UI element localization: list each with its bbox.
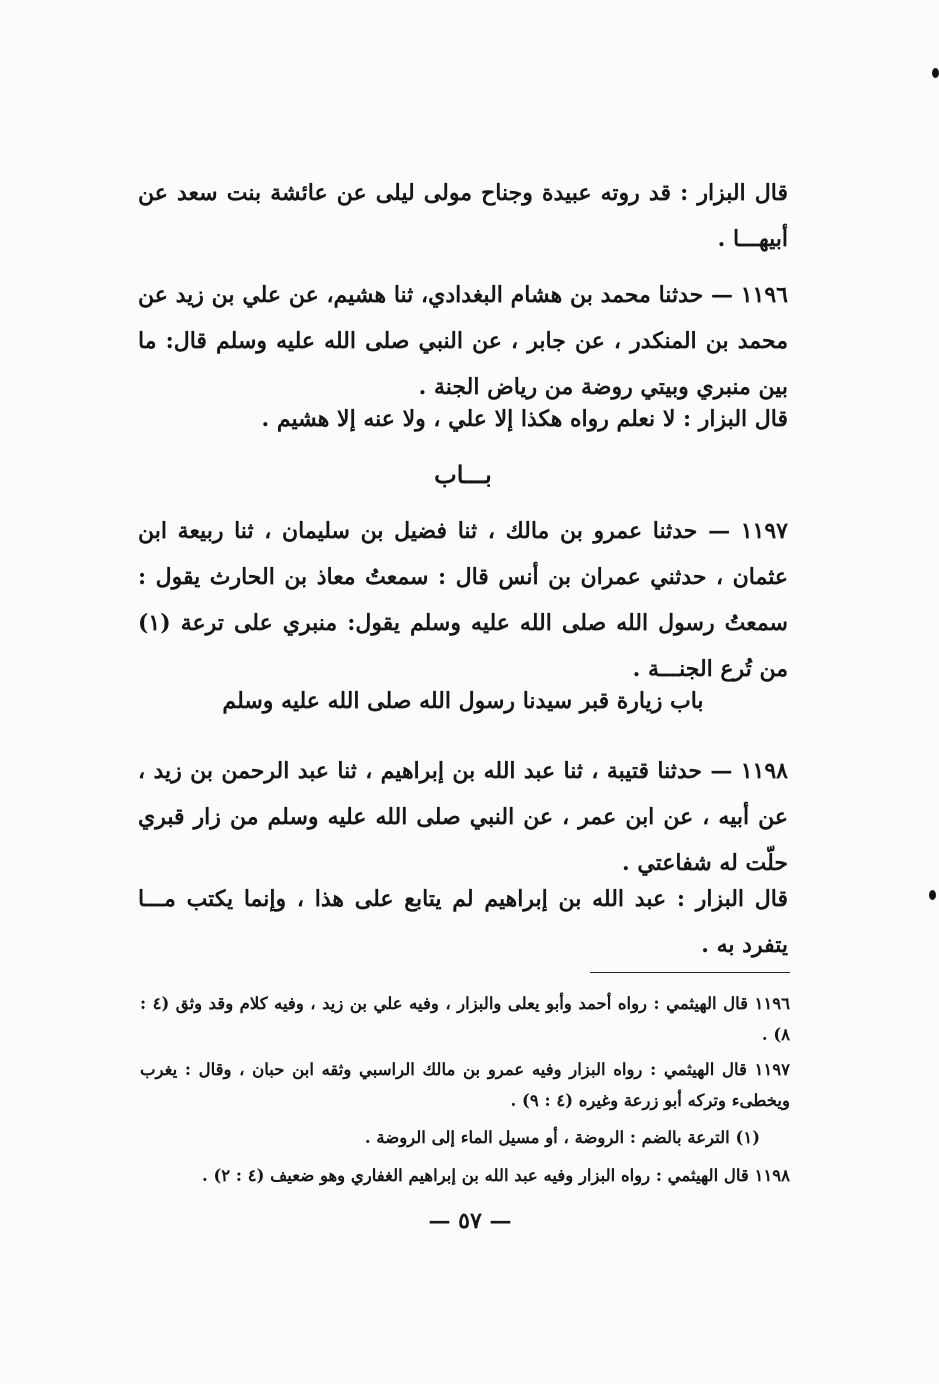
margin-mark <box>929 890 936 900</box>
section-heading-grave-visit: باب زيارة قبر سيدنا رسول الله صلى الله عليه وسلم <box>222 688 704 714</box>
footnote-1197: ١١٩٧ قال الهيثمي : رواه البزار وفيه عمرو بن مالك الراسبي وثقه ابن حبان ، وقال : يغرب ويخطىء وتركه أبو زرعة وغيره (٤ : ٩) . <box>140 1060 790 1110</box>
margin-mark <box>932 68 939 78</box>
footnote-divider <box>590 972 790 973</box>
hadith-1196: ١١٩٦ — حدثنا محمد بن هشام البغدادي، ثنا هشيم، عن علي بن زيد عن محمد بن المنكدر ، عن جابر ، عن النبي صلى الله عليه وسلم قال: ما بين منبري وبيتي روضة من رياض الجنة . <box>138 282 788 400</box>
hadith-1197: ١١٩٧ — حدثنا عمرو بن مالك ، ثنا فضيل بن سليمان ، ثنا ربيعة ابن عثمان ، حدثني عمران بن أنس قال : سمعتُ معاذ بن الحارث يقول : سمعتُ رسول الله صلى الله عليه وسلم يقول: منبري على ترعة (١) من تُرع الجنـــة . <box>138 518 788 682</box>
footnote-1196: ١١٩٦ قال الهيثمي : رواه أحمد وأبو يعلى والبزار ، وفيه علي بن زيد ، وفيه كلام وقد وثق (٤ : ٨) . <box>140 994 790 1044</box>
paragraph-bazzar-note-1: قال البزار : قد روته عبيدة وجناح مولى ليلى عن عائشة بنت سعد عن أبيهـــا . <box>138 180 788 252</box>
page-number: — ٥٧ — <box>428 1208 512 1234</box>
section-heading-bab: بـــاب <box>434 460 492 489</box>
hadith-1198: ١١٩٨ — حدثنا قتيبة ، ثنا عبد الله بن إبراهيم ، ثنا عبد الرحمن بن زيد ، عن أبيه ، عن ابن عمر ، عن النبي صلى الله عليه وسلم من زار قبري حلّت له شفاعتي . <box>138 758 788 876</box>
footnote-tura-definition: (١) الترعة بالضم : الروضة ، أو مسيل الماء إلى الروضة . <box>364 1128 760 1147</box>
paragraph-bazzar-note-3: قال البزار : عبد الله بن إبراهيم لم يتابع على هذا ، وإنما يكتب مـــا يتفرد به . <box>138 886 788 958</box>
paragraph-bazzar-note-2: قال البزار : لا نعلم رواه هكذا إلا علي ، ولا عنه إلا هشيم . <box>261 406 788 432</box>
footnote-1198: ١١٩٨ قال الهيثمي : رواه البزار وفيه عبد الله بن إبراهيم الغفاري وهو ضعيف (٤ : ٢) . <box>201 1166 790 1185</box>
